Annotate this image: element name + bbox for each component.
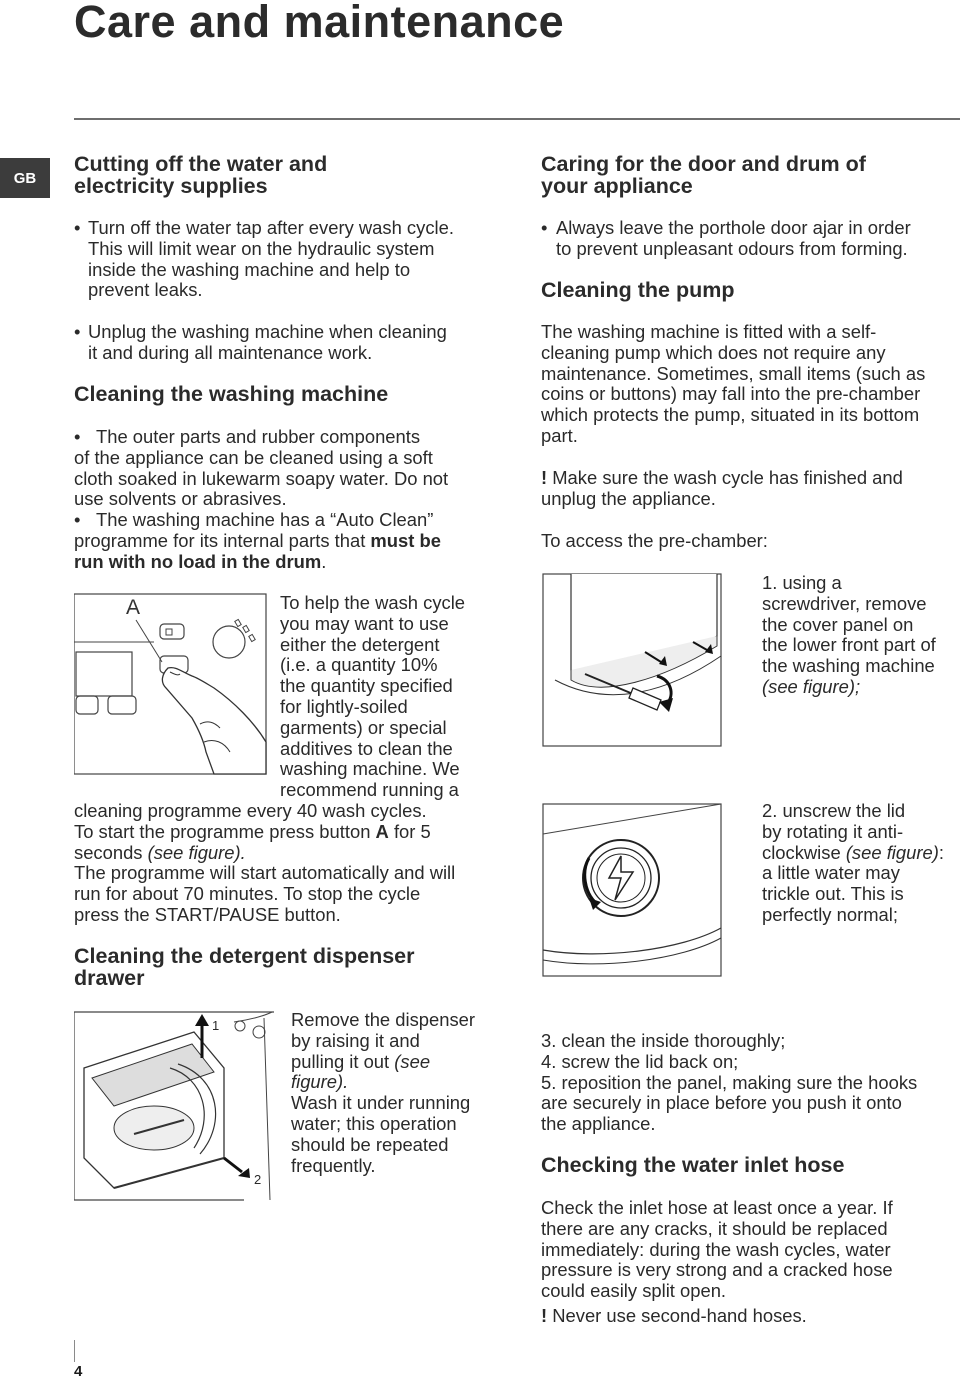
cover-panel-figure <box>541 570 723 750</box>
pump-lid-figure <box>541 800 723 980</box>
section-title-door-drum: Caring for the door and drum of your appliance <box>541 152 866 198</box>
step-1-text: 1. using a screwdriver, remove the cover panel on the lower front part of the washing machine (see figure); <box>762 572 936 697</box>
bullet-unplug: • Unplug the washing machine when cleaning it and during all maintenance work. <box>74 322 447 364</box>
bullet-outer-parts: • The outer parts and rubber components of the appliance can be cleaned using a soft cloth soaked in lukewarm soapy water. Do not use solvents or abrasives. <box>74 426 449 510</box>
dispenser-text: Remove the dispenser by raising it and pulling it out (see figure). Wash it under running water; this operation should be repeated frequently. <box>291 1009 476 1176</box>
warning-icon: ! <box>541 467 548 488</box>
hose-description: Check the inlet hose at least once a year. If there are any cracks, it should be replaced immediately: during the wash cycles, water pressure is very strong and a cracked hose could easily split open. <box>541 1197 893 1302</box>
bullet-water-tap: • Turn off the water tap after every wash cycle. This will limit wear on the hydraulic system inside the washing machine and help to prevent leaks. <box>74 218 454 301</box>
pump-description: The washing machine is fitted with a self- cleaning pump which does not require any maintenance. Sometimes, small items (such as coins or buttons) may fall into the pre-chamber which protects the pump, situated in its bottom part. <box>541 321 926 446</box>
remaining-steps: 3. clean the inside thoroughly; 4. screw the lid back on; 5. reposition the panel, making sure the hooks are securely in place before you push it onto the appliance. <box>541 1030 918 1135</box>
warning-icon: ! <box>541 1305 548 1326</box>
step-1-marker: 1 <box>212 1018 220 1033</box>
step-2-text: 2. unscrew the lid by rotating it anti- clockwise (see figure): a little water may trickle out. This is perfectly normal; <box>762 800 944 925</box>
footer-divider <box>74 1340 75 1362</box>
section-title-cleaning-machine: Cleaning the washing machine <box>74 382 389 406</box>
bullet-auto-clean: • The washing machine has a “Auto Clean” programme for its internal parts that must be run with no load in the drum. <box>74 509 441 572</box>
auto-clean-side-text: To help the wash cycle you may want to use either the detergent (i.e. a quantity 10% the quantity specified for lightly-soiled garments) or special additives to clean the washing machine. We recommend running a <box>280 592 466 801</box>
section-title-inlet-hose: Checking the water inlet hose <box>541 1153 845 1177</box>
section-title-dispenser: Cleaning the detergent dispenser drawer <box>74 944 415 990</box>
dispenser-drawer-figure <box>74 1008 274 1204</box>
prechamber-intro: To access the pre-chamber: <box>541 530 768 551</box>
page-title: Care and maintenance <box>74 0 565 47</box>
section-title-pump: Cleaning the pump <box>541 278 735 302</box>
control-panel-figure <box>74 592 270 778</box>
section-title-supplies: Cutting off the water and electricity supplies <box>74 152 328 198</box>
hose-warning: ! Never use second-hand hoses. <box>541 1305 807 1326</box>
auto-clean-full-text: cleaning programme every 40 wash cycles. To start the programme press button A for 5 seconds (see figure). The programme will start automatically and will run for about 70 minutes. To stop the cycle press the START/PAUSE button. <box>74 800 456 925</box>
bullet-porthole: • Always leave the porthole door ajar in order to prevent unpleasant odours from forming. <box>541 218 911 260</box>
title-divider <box>74 118 960 120</box>
language-tab: GB <box>0 158 50 198</box>
pump-warning: ! Make sure the wash cycle has finished and unplug the appliance. <box>541 467 903 509</box>
button-a-label: A <box>126 596 141 619</box>
step-2-marker: 2 <box>254 1172 262 1187</box>
page-number: 4 <box>74 1363 83 1380</box>
